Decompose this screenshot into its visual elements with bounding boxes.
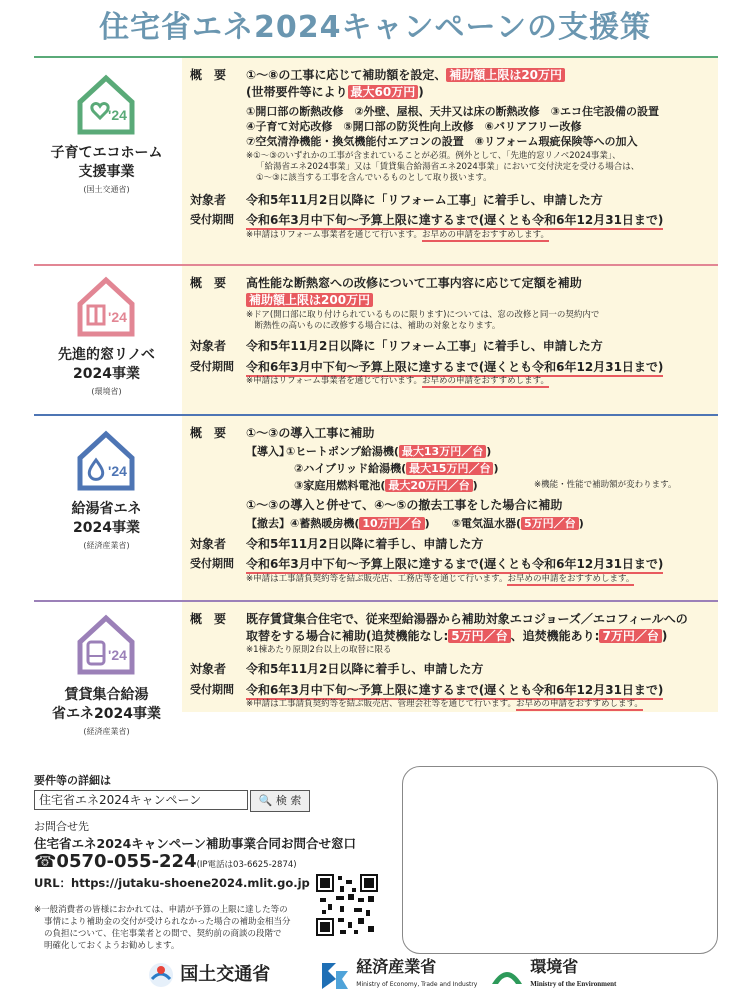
contact-name: 住宅省エネ2024キャンペーン補助事業合同お問合せ窓口 <box>34 836 357 851</box>
summary2-end: ) <box>418 85 424 99</box>
section-detail-panel <box>182 416 718 600</box>
intro-item-close: ) <box>472 479 478 492</box>
details-label: 要件等の詳細は <box>34 774 111 787</box>
section-detail-panel <box>182 58 718 264</box>
summary-text <box>246 66 565 83</box>
period-text: 令和6年3月中下旬～予算上限に達するまで(遅くとも令和6年12月31日まで) <box>246 681 663 700</box>
notice-line: 事情により補助金の交付が受けられなかった場合の補助金相当分 <box>44 917 291 927</box>
house-window-icon <box>74 274 138 338</box>
house-water-drop-icon <box>74 428 138 492</box>
period-note-main: ※申請は工事請負契約等を結ぶ販売店、管理会社等を通じて行います。 <box>246 699 516 709</box>
summary2-highlight: 最大60万円 <box>348 85 419 99</box>
notice-block <box>34 904 291 952</box>
svg-text:'24: '24 <box>108 309 127 325</box>
summary-label: 概 要 <box>190 68 227 82</box>
logo-env <box>490 957 617 991</box>
note-line: ※①～③のいずれかの工事が含まれていることが必須。例外として、「先進的窓リノベ2024事業」、 <box>246 151 621 161</box>
section-label-area <box>34 58 179 264</box>
phone-line <box>34 851 297 872</box>
note-line: ①～③に該当する工事を含んでいるものとして取り扱います。 <box>256 173 492 183</box>
work-item: ④子育て対応改修 ⑤開口部の防災性向上改修 ⑥バリアフリー改修 <box>246 120 582 133</box>
section-name-line1: 賃貸集合給湯 <box>64 687 149 703</box>
period-note-main: ※申請はリフォーム事業者を通じて行います。 <box>246 230 423 240</box>
intro-item-text: ③家庭用燃料電池( <box>294 479 386 492</box>
note-line: ※ドア(開口部に取り付けられているものに限ります)については、窓の改修と同一の契約内で <box>246 310 600 320</box>
removal-b: ⑤電気温水器( <box>451 517 522 530</box>
section-name-line2: 2024事業 <box>73 520 140 536</box>
summary2-c: ) <box>661 629 668 643</box>
summary2-b: 、追焚機能あり: <box>510 629 600 643</box>
period-note-emph: お早めの申請をおすすめします。 <box>515 699 643 709</box>
search-icon: 🔍 <box>258 794 273 807</box>
target-text: 令和5年11月2日以降に「リフォーム工事」に着手し、申請した方 <box>246 193 603 207</box>
ministry-label: (環境省) <box>91 387 122 396</box>
phone-number: ☎0570-055-224 <box>34 851 197 872</box>
intro-item-amount: 最大15万円／台 <box>406 462 493 475</box>
period-label: 受付期間 <box>190 683 234 696</box>
svg-text:'24: '24 <box>108 107 127 123</box>
period-label: 受付期間 <box>190 557 234 570</box>
intro-item-amount: 最大20万円／台 <box>385 479 472 492</box>
ministry-label: (国土交通省) <box>83 185 130 194</box>
note-line: 「給湯省エネ2024事業」又は「賃貸集合給湯省エネ2024事業」において交付決定を受ける場合は、 <box>256 162 640 172</box>
work-item: ①開口部の断熱改修 ②外壁、屋根、天井又は床の断熱改修 ③エコ住宅設備の設置 <box>246 105 659 118</box>
period-note <box>246 376 549 387</box>
search-button-label: 検 索 <box>275 794 302 807</box>
period-note-main: ※申請は工事請負契約等を結ぶ販売店、工務店等を通じて行います。 <box>246 574 508 584</box>
target-label: 対象者 <box>190 537 227 551</box>
section-name-line2: 2024事業 <box>73 366 140 382</box>
period-note-main: ※申請はリフォーム事業者を通じて行います。 <box>246 376 423 386</box>
meti-name-en: Ministry of Economy, Trade and Industry <box>356 981 478 988</box>
intro-item-text: ①ヒートポンプ給湯機( <box>286 445 399 458</box>
removal-a-amount: 10万円／台 <box>359 517 424 530</box>
section-label-area <box>34 266 179 414</box>
mlit-name: 国土交通省 <box>180 964 271 985</box>
section-name-line2: 支援事業 <box>78 164 135 180</box>
target-text: 令和5年11月2日以降に着手し、申請した方 <box>246 537 484 551</box>
svg-text:'24: '24 <box>108 463 127 479</box>
section-name-line1: 先進的窓リノベ <box>58 347 155 363</box>
section-kyuto <box>34 414 718 600</box>
intro-item <box>286 443 491 459</box>
period-label: 受付期間 <box>190 360 234 373</box>
env-name-en: Ministry of the Environment <box>530 980 617 988</box>
intro-item-close: ) <box>493 462 499 475</box>
search-input[interactable]: 住宅省エネ2024キャンペーン <box>34 790 248 810</box>
notice-line: 明確化しておくようお勧めします。 <box>44 941 180 951</box>
section-name <box>34 346 179 384</box>
summary-highlight-line <box>246 291 373 308</box>
intro-item-amount: 最大13万円／台 <box>399 445 486 458</box>
summary2-amount1: 5万円／台 <box>448 629 510 643</box>
mlit-logo-icon <box>148 961 174 989</box>
qr-code-icon[interactable] <box>316 874 378 936</box>
summary-highlight: 補助額上限は200万円 <box>246 293 373 307</box>
summary-label: 概 要 <box>190 426 227 440</box>
summary-highlight: 補助額上限は20万円 <box>446 68 565 82</box>
summary-label: 概 要 <box>190 276 227 290</box>
period-note-emph: お早めの申請をおすすめします。 <box>507 574 635 584</box>
period-text: 令和6年3月中下旬～予算上限に達するまで(遅くとも令和6年12月31日まで) <box>246 358 663 377</box>
house-water-heater-icon <box>74 612 138 676</box>
notice-line: の負担について、住宅事業者との間で、契約前の商談の段階で <box>44 929 282 939</box>
section-label-area <box>34 416 179 600</box>
intro-item-text: ②ハイブリッド給湯機( <box>294 462 407 475</box>
house-heart-icon <box>74 72 138 136</box>
ministry-label: (経済産業省) <box>83 727 130 736</box>
period-text: 令和6年3月中下旬～予算上限に達するまで(遅くとも令和6年12月31日まで) <box>246 555 663 574</box>
section-name-line1: 給湯省エネ <box>71 501 142 517</box>
ip-phone: (IP電話は03-6625-2874) <box>196 860 297 870</box>
note-line: 断熱性の高いものに改修する場合には、補助の対象となります。 <box>246 321 501 331</box>
section-window <box>34 264 718 414</box>
target-text: 令和5年11月2日以降に「リフォーム工事」に着手し、申請した方 <box>246 339 603 353</box>
intro-label: 【導入】 <box>246 445 290 458</box>
summary-text: ①～③の導入工事に補助 <box>246 426 375 440</box>
notice-line: ※一般消費者の皆様におかれては、申請が予算の上限に達した等の <box>34 905 288 915</box>
target-label: 対象者 <box>190 662 227 676</box>
removal-a: ④蓄熱暖房機( <box>290 517 360 530</box>
search-button[interactable] <box>250 790 310 812</box>
note-line: ※1棟あたり原則2台以上の取替に限る <box>246 645 392 655</box>
removal-b-amount: 5万円／台 <box>521 517 579 530</box>
section-kosodate <box>34 56 718 264</box>
summary-text: 高性能な断熱窓への改修について工事内容に応じて定額を補助 <box>246 276 582 290</box>
intro-item <box>294 477 478 493</box>
intro-item <box>294 460 498 476</box>
env-name: 環境省 <box>530 957 579 976</box>
summary2-a: 取替をする場合に補助(追焚機能なし: <box>246 629 449 643</box>
period-note <box>246 574 634 585</box>
section-name-line1: 子育てエコホーム <box>50 145 163 161</box>
summary2-amount2: 7万円／台 <box>599 629 661 643</box>
page-title: 住宅省エネ2024キャンペーンの支援策 <box>99 10 651 45</box>
section-label-area <box>34 602 179 752</box>
work-item: ⑦空気清浄機能・換気機能付エアコンの設置 ⑧リフォーム瑕疵保険等への加入 <box>246 135 638 148</box>
section-detail-panel <box>182 266 718 414</box>
meti-logo-icon <box>320 961 350 991</box>
target-text: 令和5年11月2日以降に着手し、申請した方 <box>246 662 484 676</box>
section-name <box>34 144 179 182</box>
period-label: 受付期間 <box>190 213 234 226</box>
removal-text: ①～③の導入と併せて、④～⑤の撤去工事をした場合に補助 <box>246 498 563 512</box>
period-note-emph: お早めの申請をおすすめします。 <box>422 376 549 386</box>
summary-text-2 <box>246 627 667 644</box>
intro-note: ※機能・性能で補助額が変わります。 <box>534 480 677 490</box>
summary-main: ①～⑧の工事に応じて補助額を設定、 <box>246 68 447 82</box>
contact-label: お問合せ先 <box>34 820 89 833</box>
period-text: 令和6年3月中下旬～予算上限に達するまで(遅くとも令和6年12月31日まで) <box>246 211 663 230</box>
removal-label: 【撤去】 <box>246 517 290 530</box>
removal-b-close: ) <box>578 517 584 530</box>
url-link[interactable]: URL：https://jutaku-shoene2024.mlit.go.jp <box>34 876 310 890</box>
summary-label: 概 要 <box>190 612 227 626</box>
period-note <box>246 699 643 710</box>
removal-a-close: ) <box>424 517 430 530</box>
section-name <box>34 686 179 724</box>
removal-items <box>246 515 584 531</box>
period-note-emph: お早めの申請をおすすめします。 <box>422 230 549 240</box>
target-label: 対象者 <box>190 193 227 207</box>
summary-text: 既存賃貸集合住宅で、従来型給湯器から補助対象エコジョーズ／エコフィールへの <box>246 612 688 626</box>
section-name <box>34 500 179 538</box>
summary2-main: (世帯要件等により <box>246 85 348 99</box>
section-detail-panel <box>182 602 718 712</box>
period-note <box>246 230 549 241</box>
ministry-label: (経済産業省) <box>83 541 130 550</box>
meti-name: 経済産業省 <box>356 957 437 976</box>
logo-meti <box>320 957 478 992</box>
section-chintai <box>34 600 718 752</box>
logo-mlit <box>148 960 270 989</box>
summary-text-2 <box>246 83 424 100</box>
env-logo-icon <box>490 964 524 988</box>
stamp-area <box>402 766 718 954</box>
intro-item-close: ) <box>486 445 492 458</box>
section-name-line2: 省エネ2024事業 <box>52 706 161 722</box>
svg-text:'24: '24 <box>108 647 127 663</box>
target-label: 対象者 <box>190 339 227 353</box>
